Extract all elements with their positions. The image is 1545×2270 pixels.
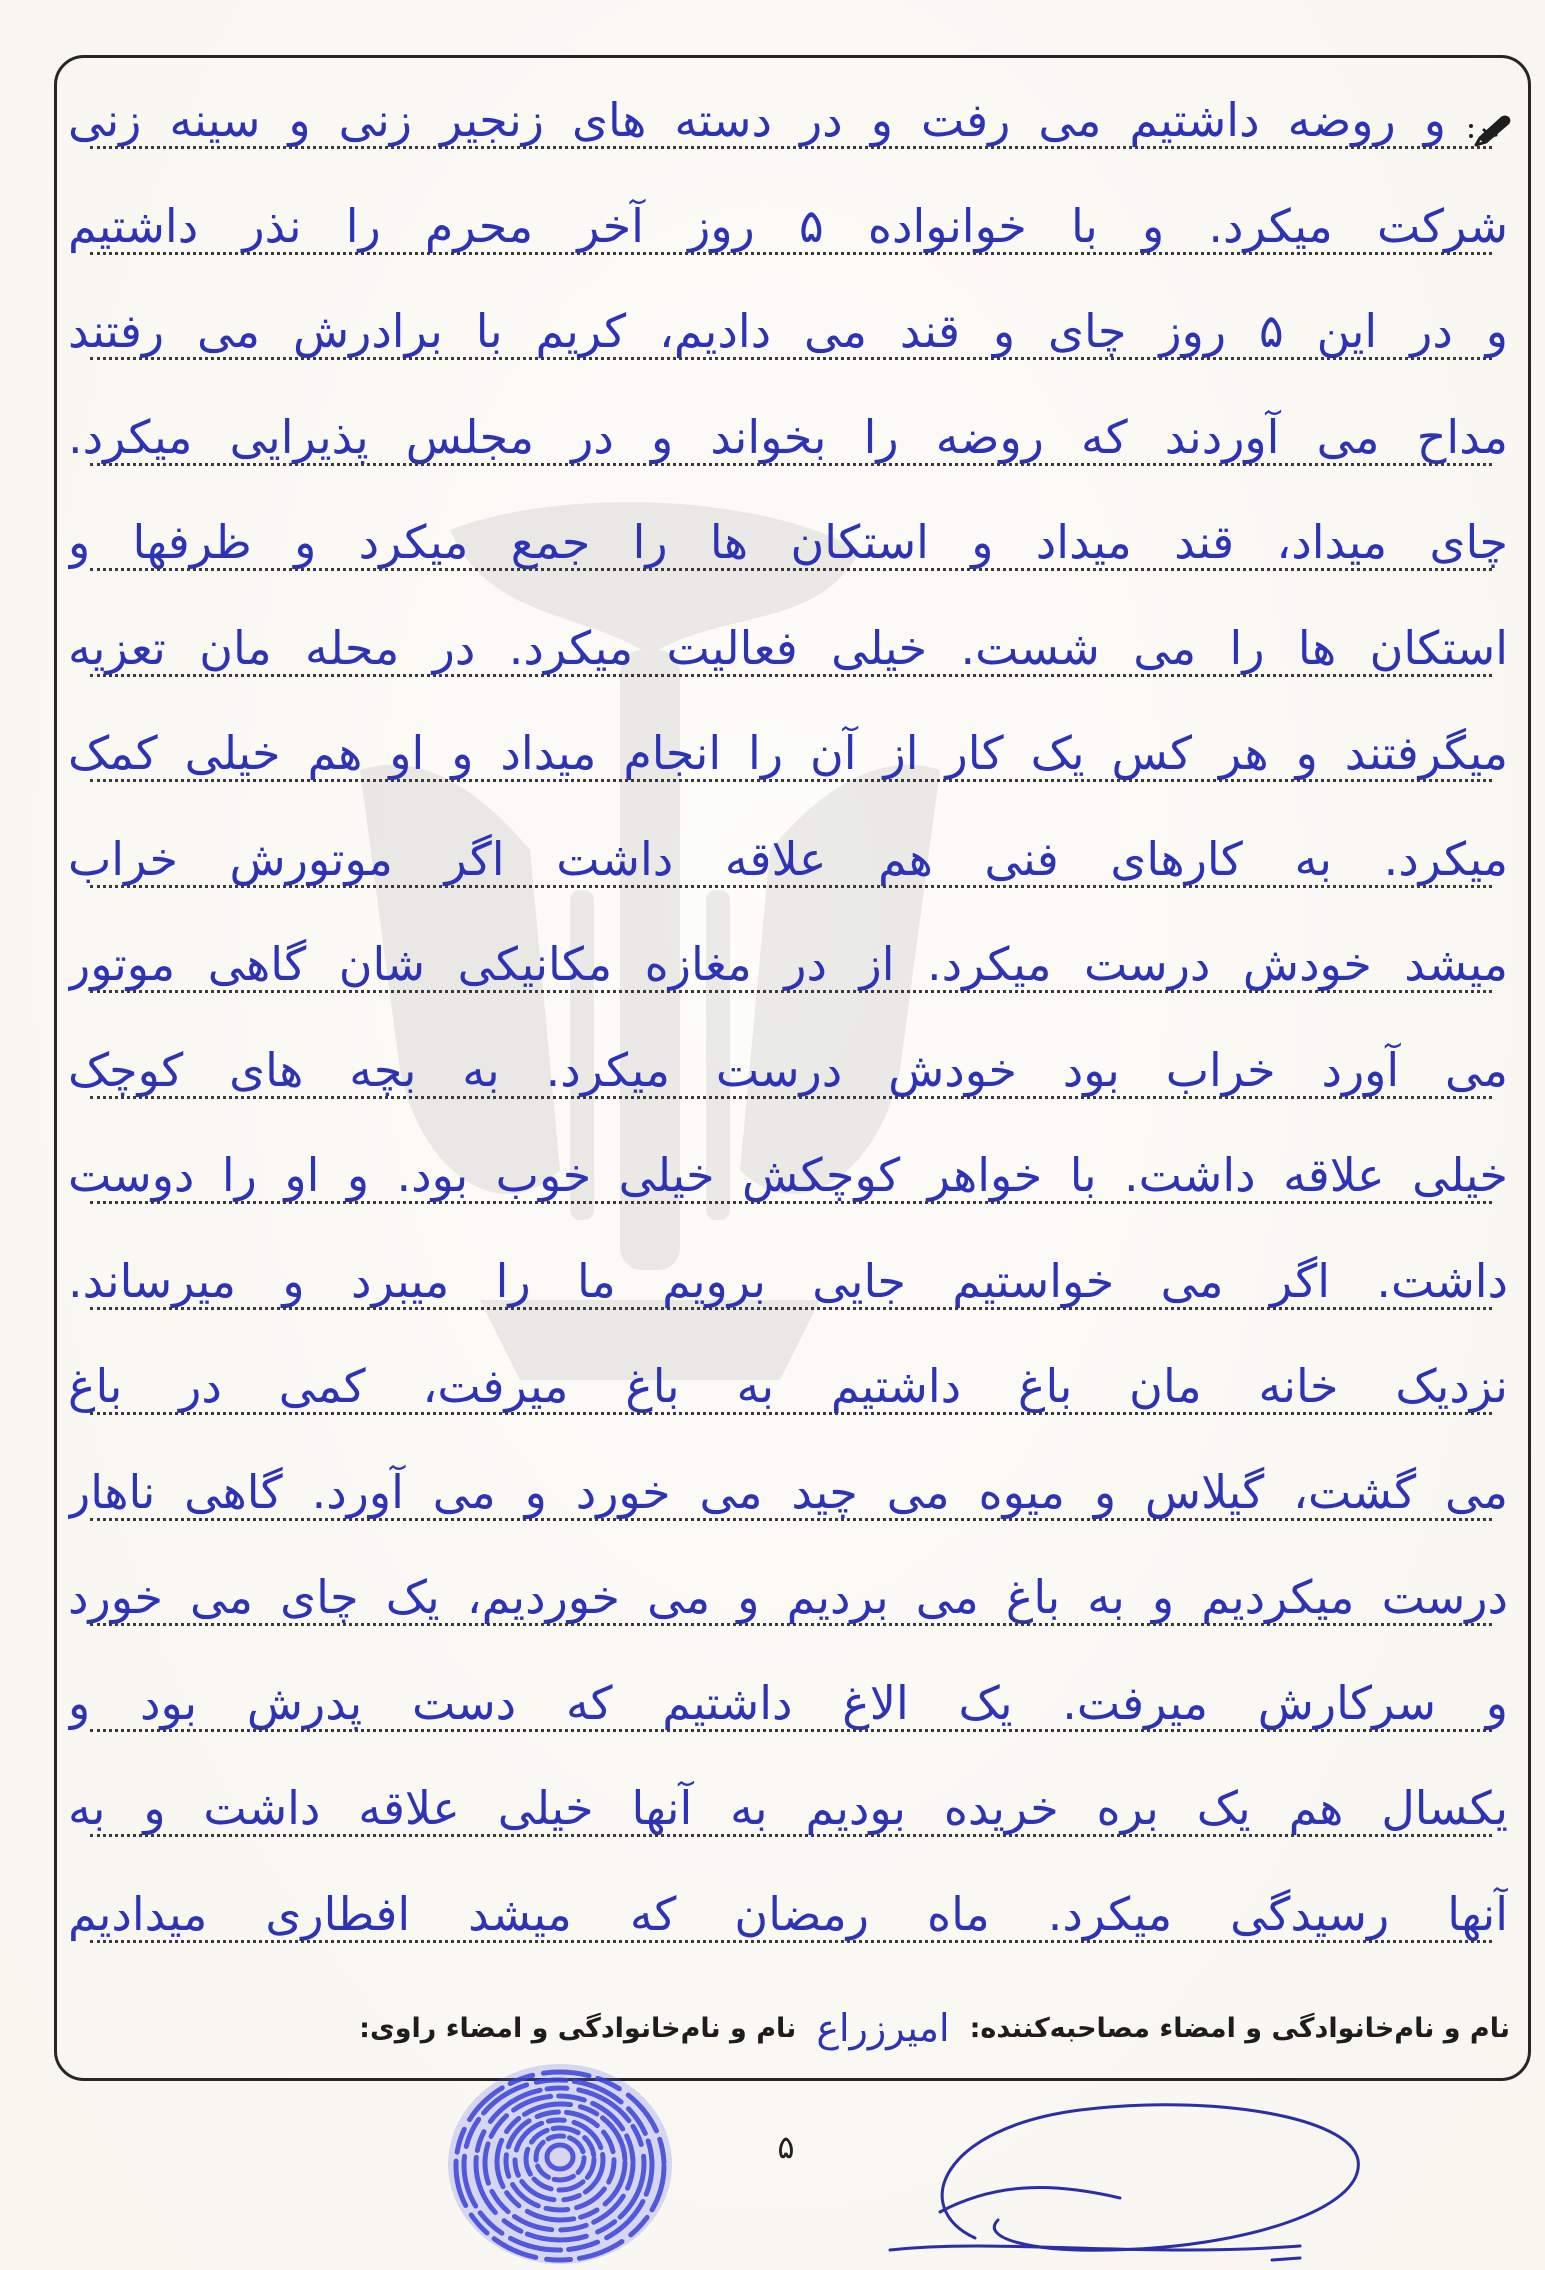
handwritten-line: درست میکردیم و به باغ می بردیم و می خوردیم، یک چای می خورد: [68, 1570, 1508, 1624]
page-number: ۵: [777, 2128, 795, 2166]
text-row: [68, 1438, 1508, 1544]
handwritten-line: میگرفتند و هر کس یک کار از آن را انجام میداد و او هم خیلی کمک: [68, 726, 1508, 780]
text-row: [68, 488, 1508, 594]
text-row: [68, 594, 1508, 700]
text-row: [68, 383, 1508, 489]
text-row: [68, 805, 1508, 911]
handwritten-line: و سرکارش میرفت. یک الاغ داشتیم که دست پدرش بود و: [68, 1675, 1508, 1730]
signature-scribble: [880, 2088, 1400, 2266]
text-row: [68, 66, 1508, 172]
text-row: [68, 1543, 1508, 1649]
fingerprint-icon: [440, 2052, 680, 2266]
narrator-label: نام و نام‌خانوادگی و امضاء راوی:: [359, 2012, 797, 2044]
handwritten-line: میشد خودش درست میکرد. از در مغازه مکانیکی شان گاهی موتور: [68, 937, 1508, 991]
text-row: [68, 1121, 1508, 1227]
text-row: [68, 277, 1508, 383]
text-row: [68, 910, 1508, 1016]
text-row: [68, 1332, 1508, 1438]
text-row: [68, 1860, 1508, 1966]
text-row: [68, 1649, 1508, 1755]
handwritten-line: خیلی علاقه داشت. با خواهر کوچکش خیلی خوب بود. و او را دوست: [68, 1148, 1508, 1202]
interviewer-label: نام و نام‌خانوادگی و امضاء مصاحبه‌کننده:: [969, 2012, 1510, 2044]
handwritten-line: و در این ۵ روز چای و قند می دادیم، کریم با برادرش می رفتند: [68, 304, 1508, 358]
interviewer-name: امیرزراع: [816, 2006, 950, 2050]
text-row: [68, 699, 1508, 805]
handwritten-line: استکان ها را می شست. خیلی فعالیت میکرد. در محله مان تعزیه: [68, 620, 1508, 675]
handwritten-line: میکرد. به کارهای فنی هم علاقه داشت اگر موتورش خراب: [68, 831, 1508, 886]
text-row: [68, 1227, 1508, 1333]
text-row: [68, 1016, 1508, 1122]
handwritten-line: می گشت، گیلاس و میوه می چید می خورد و می آورد. گاهی ناهار: [68, 1464, 1508, 1519]
handwritten-line: آنها رسیدگی میکرد. ماه رمضان که میشد افطاری میدادیم: [68, 1886, 1508, 1941]
handwritten-line: شرکت میکرد. و با خوانواده ۵ روز آخر محرم را نذر داشتیم: [68, 198, 1508, 253]
handwritten-line: داشت. اگر می خواستیم جایی برویم ما را میبرد و میرساند.: [68, 1253, 1508, 1308]
handwritten-line: یکسال هم یک بره خریده بودیم به آنها خیلی علاقه داشت و به: [68, 1781, 1508, 1835]
text-row: [68, 172, 1508, 278]
handwritten-line: و روضه داشتیم می رفت و در دسته های زنجیر زنی و سینه زنی: [68, 93, 1446, 147]
handwritten-line: نزدیک خانه مان باغ داشتیم به باغ میرفت، کمی در باغ: [68, 1359, 1508, 1413]
handwritten-line: مداح می آوردند که روضه را بخواند و در مجلس پذیرایی میکرد.: [68, 409, 1508, 464]
handwritten-line: می آورد خراب بود خودش درست میکرد. به بچه های کوچک: [68, 1042, 1508, 1097]
handwritten-line: چای میداد، قند میداد و استکان ها را جمع میکرد و ظرفها و: [68, 515, 1508, 569]
handwritten-text-block: [68, 66, 1508, 1965]
text-row: [68, 1754, 1508, 1860]
signature-footer: [70, 1998, 1510, 2058]
